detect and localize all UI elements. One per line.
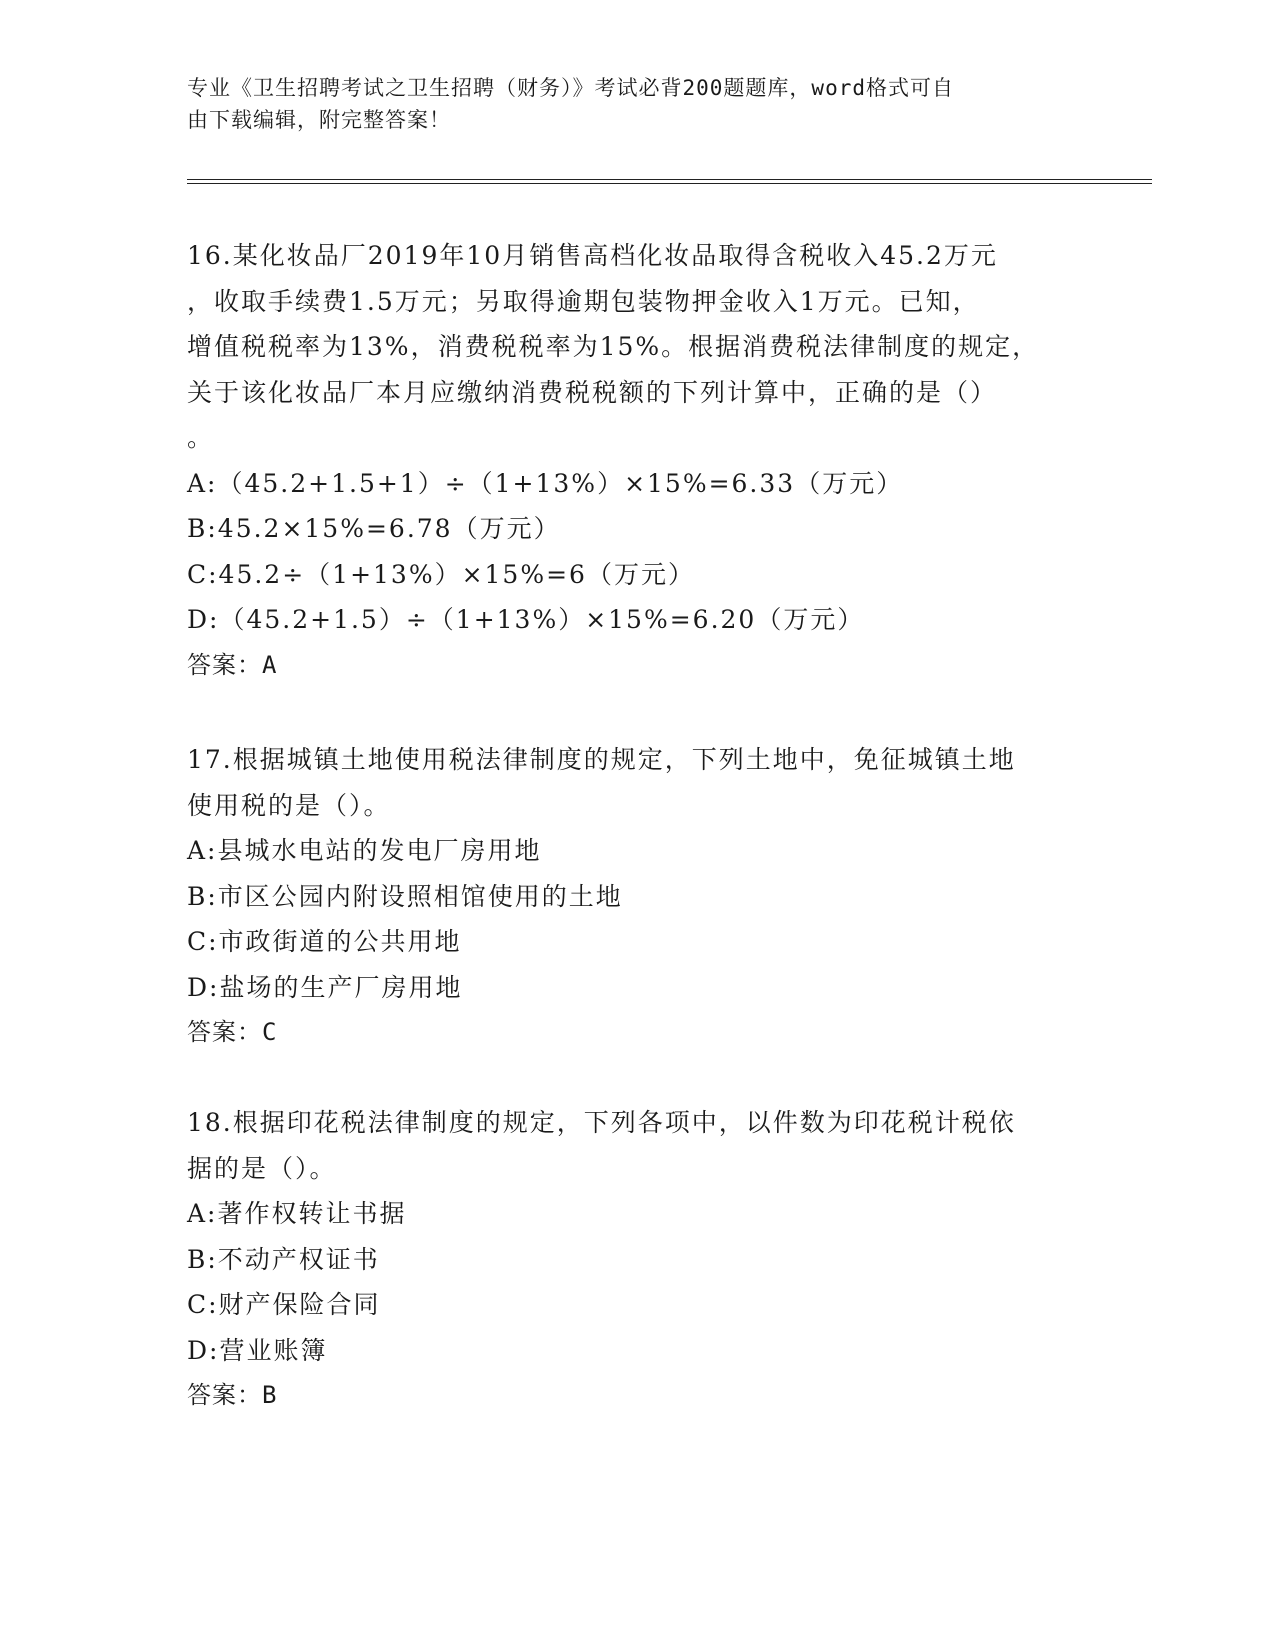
stem-line: 增值税税率为13%，消费税税率为15%。根据消费税法律制度的规定， [187, 332, 1040, 361]
header-divider-bottom [187, 183, 1152, 184]
answer-line: 答案：B [187, 1381, 278, 1409]
document-header [187, 72, 1087, 136]
answer-line: 答案：A [187, 650, 278, 679]
option-d: D:（45.2+1.5）÷（1+13%）×15%=6.20（万元） [187, 605, 865, 634]
stem-line: 使用税的是（）。 [187, 790, 391, 820]
stem-line: 。 [187, 423, 215, 452]
option-c: C:市政街道的公共用地 [187, 927, 462, 956]
question-stem [187, 737, 1087, 828]
header-line-1: 专业《卫生招聘考试之卫生招聘（财务）》考试必背200题题库，word格式可自 [187, 76, 954, 100]
question-17 [187, 737, 1087, 1056]
question-stem [187, 1100, 1087, 1191]
stem-line: 16.某化妆品厂2019年10月销售高档化妆品取得含税收入45.2万元 [187, 241, 998, 270]
option-a: A:著作权转让书据 [187, 1199, 407, 1228]
answer-line: 答案：C [187, 1018, 278, 1046]
stem-line: ，收取手续费1.5万元；另取得逾期包装物押金收入1万元。已知， [187, 286, 980, 316]
option-a: A:县城水电站的发电厂房用地 [187, 836, 542, 865]
option-c: C:财产保险合同 [187, 1290, 381, 1319]
option-c: C:45.2÷（1+13%）×15%=6（万元） [187, 559, 695, 589]
option-b: B:市区公园内附设照相馆使用的土地 [187, 881, 623, 911]
stem-line: 关于该化妆品厂本月应缴纳消费税税额的下列计算中，正确的是（） [187, 377, 998, 407]
question-stem [187, 233, 1087, 461]
option-d: D:盐场的生产厂房用地 [187, 972, 463, 1002]
question-16 [187, 233, 1087, 688]
header-line-2: 由下载编辑，附完整答案！ [187, 108, 451, 132]
option-b: B:45.2×15%=6.78（万元） [187, 514, 561, 543]
question-18 [187, 1100, 1087, 1419]
stem-line: 18.根据印花税法律制度的规定，下列各项中，以件数为印花税计税依 [187, 1108, 1016, 1137]
stem-line: 据的是（）。 [187, 1153, 337, 1183]
option-d: D:营业账簿 [187, 1335, 328, 1365]
option-a: A:（45.2+1.5+1）÷（1+13%）×15%=6.33（万元） [187, 468, 904, 498]
stem-line: 17.根据城镇土地使用税法律制度的规定，下列土地中，免征城镇土地 [187, 745, 1016, 774]
header-divider-top [187, 179, 1152, 180]
option-b: B:不动产权证书 [187, 1244, 380, 1274]
